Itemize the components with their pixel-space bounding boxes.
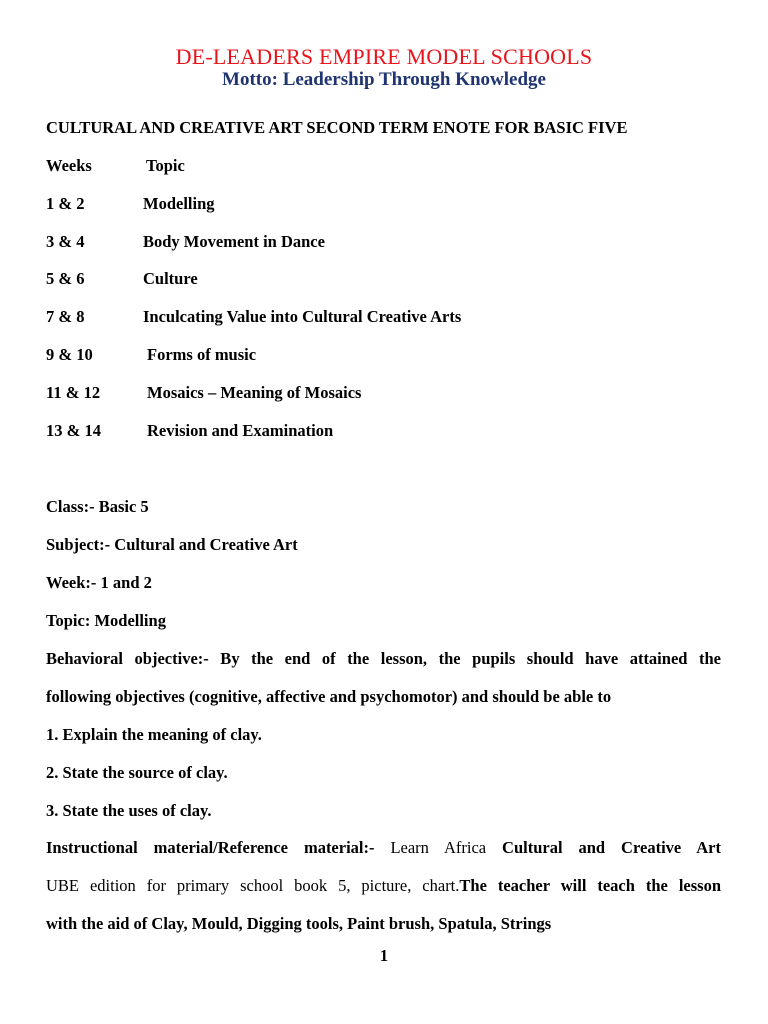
scheme-row-weeks: 3 & 4	[46, 232, 85, 251]
material-label: Instructional material/Reference material:-	[46, 838, 375, 857]
scheme-row-topic: Forms of music	[147, 345, 257, 364]
instructional-material-line-3: with the aid of Clay, Mould, Digging tools, Paint brush, Spatula, Strings	[46, 914, 552, 933]
scheme-row-topic: Revision and Examination	[147, 421, 334, 440]
lesson-class: Class:- Basic 5	[46, 497, 149, 516]
material-edition: UBE edition for primary school book 5, picture, chart.	[46, 876, 460, 895]
objective-item: 2. State the source of clay.	[46, 763, 228, 782]
instructional-material-line-1	[46, 829, 721, 867]
scheme-row-weeks: 1 & 2	[46, 194, 85, 213]
scheme-row-topic: Modelling	[143, 194, 215, 213]
lesson-subject: Subject:- Cultural and Creative Art	[46, 535, 298, 554]
scheme-row-weeks: 9 & 10	[46, 345, 93, 364]
page-number: 1	[379, 946, 389, 965]
school-motto: Motto: Leadership Through Knowledge	[222, 69, 546, 90]
instructional-material-line-2	[46, 867, 721, 905]
scheme-row-topic: Body Movement in Dance	[143, 232, 325, 251]
weeks-column-header: Weeks	[46, 156, 92, 175]
scheme-row-topic: Culture	[143, 269, 198, 288]
lesson-week: Week:- 1 and 2	[46, 573, 152, 592]
topic-column-header: Topic	[146, 156, 185, 175]
scheme-row-topic: Inculcating Value into Cultural Creative Arts	[143, 307, 462, 326]
objective-item: 1. Explain the meaning of clay.	[46, 725, 262, 744]
behavioral-objective-line-2: following objectives (cognitive, affective and psychomotor) and should be able to	[46, 687, 612, 706]
scheme-row-weeks: 5 & 6	[46, 269, 85, 288]
behavioral-objective-line-1: Behavioral objective:- By the end of the lesson, the pupils should have attained the	[46, 649, 721, 668]
scheme-row-topic: Mosaics – Meaning of Mosaics	[147, 383, 362, 402]
scheme-row-weeks: 11 & 12	[46, 383, 101, 402]
scheme-row-weeks: 13 & 14	[46, 421, 101, 440]
lesson-topic: Topic: Modelling	[46, 611, 166, 630]
material-publisher: Learn Africa	[374, 838, 503, 857]
school-name: DE-LEADERS EMPIRE MODEL SCHOOLS	[175, 44, 593, 69]
objective-item: 3. State the uses of clay.	[46, 801, 212, 820]
material-teacher-note: The teacher will teach the lesson	[459, 876, 721, 895]
scheme-row-weeks: 7 & 8	[46, 307, 85, 326]
document-title: CULTURAL AND CREATIVE ART SECOND TERM ENOTE FOR BASIC FIVE	[46, 118, 628, 137]
material-book-title: Cultural and Creative Art	[502, 838, 721, 857]
